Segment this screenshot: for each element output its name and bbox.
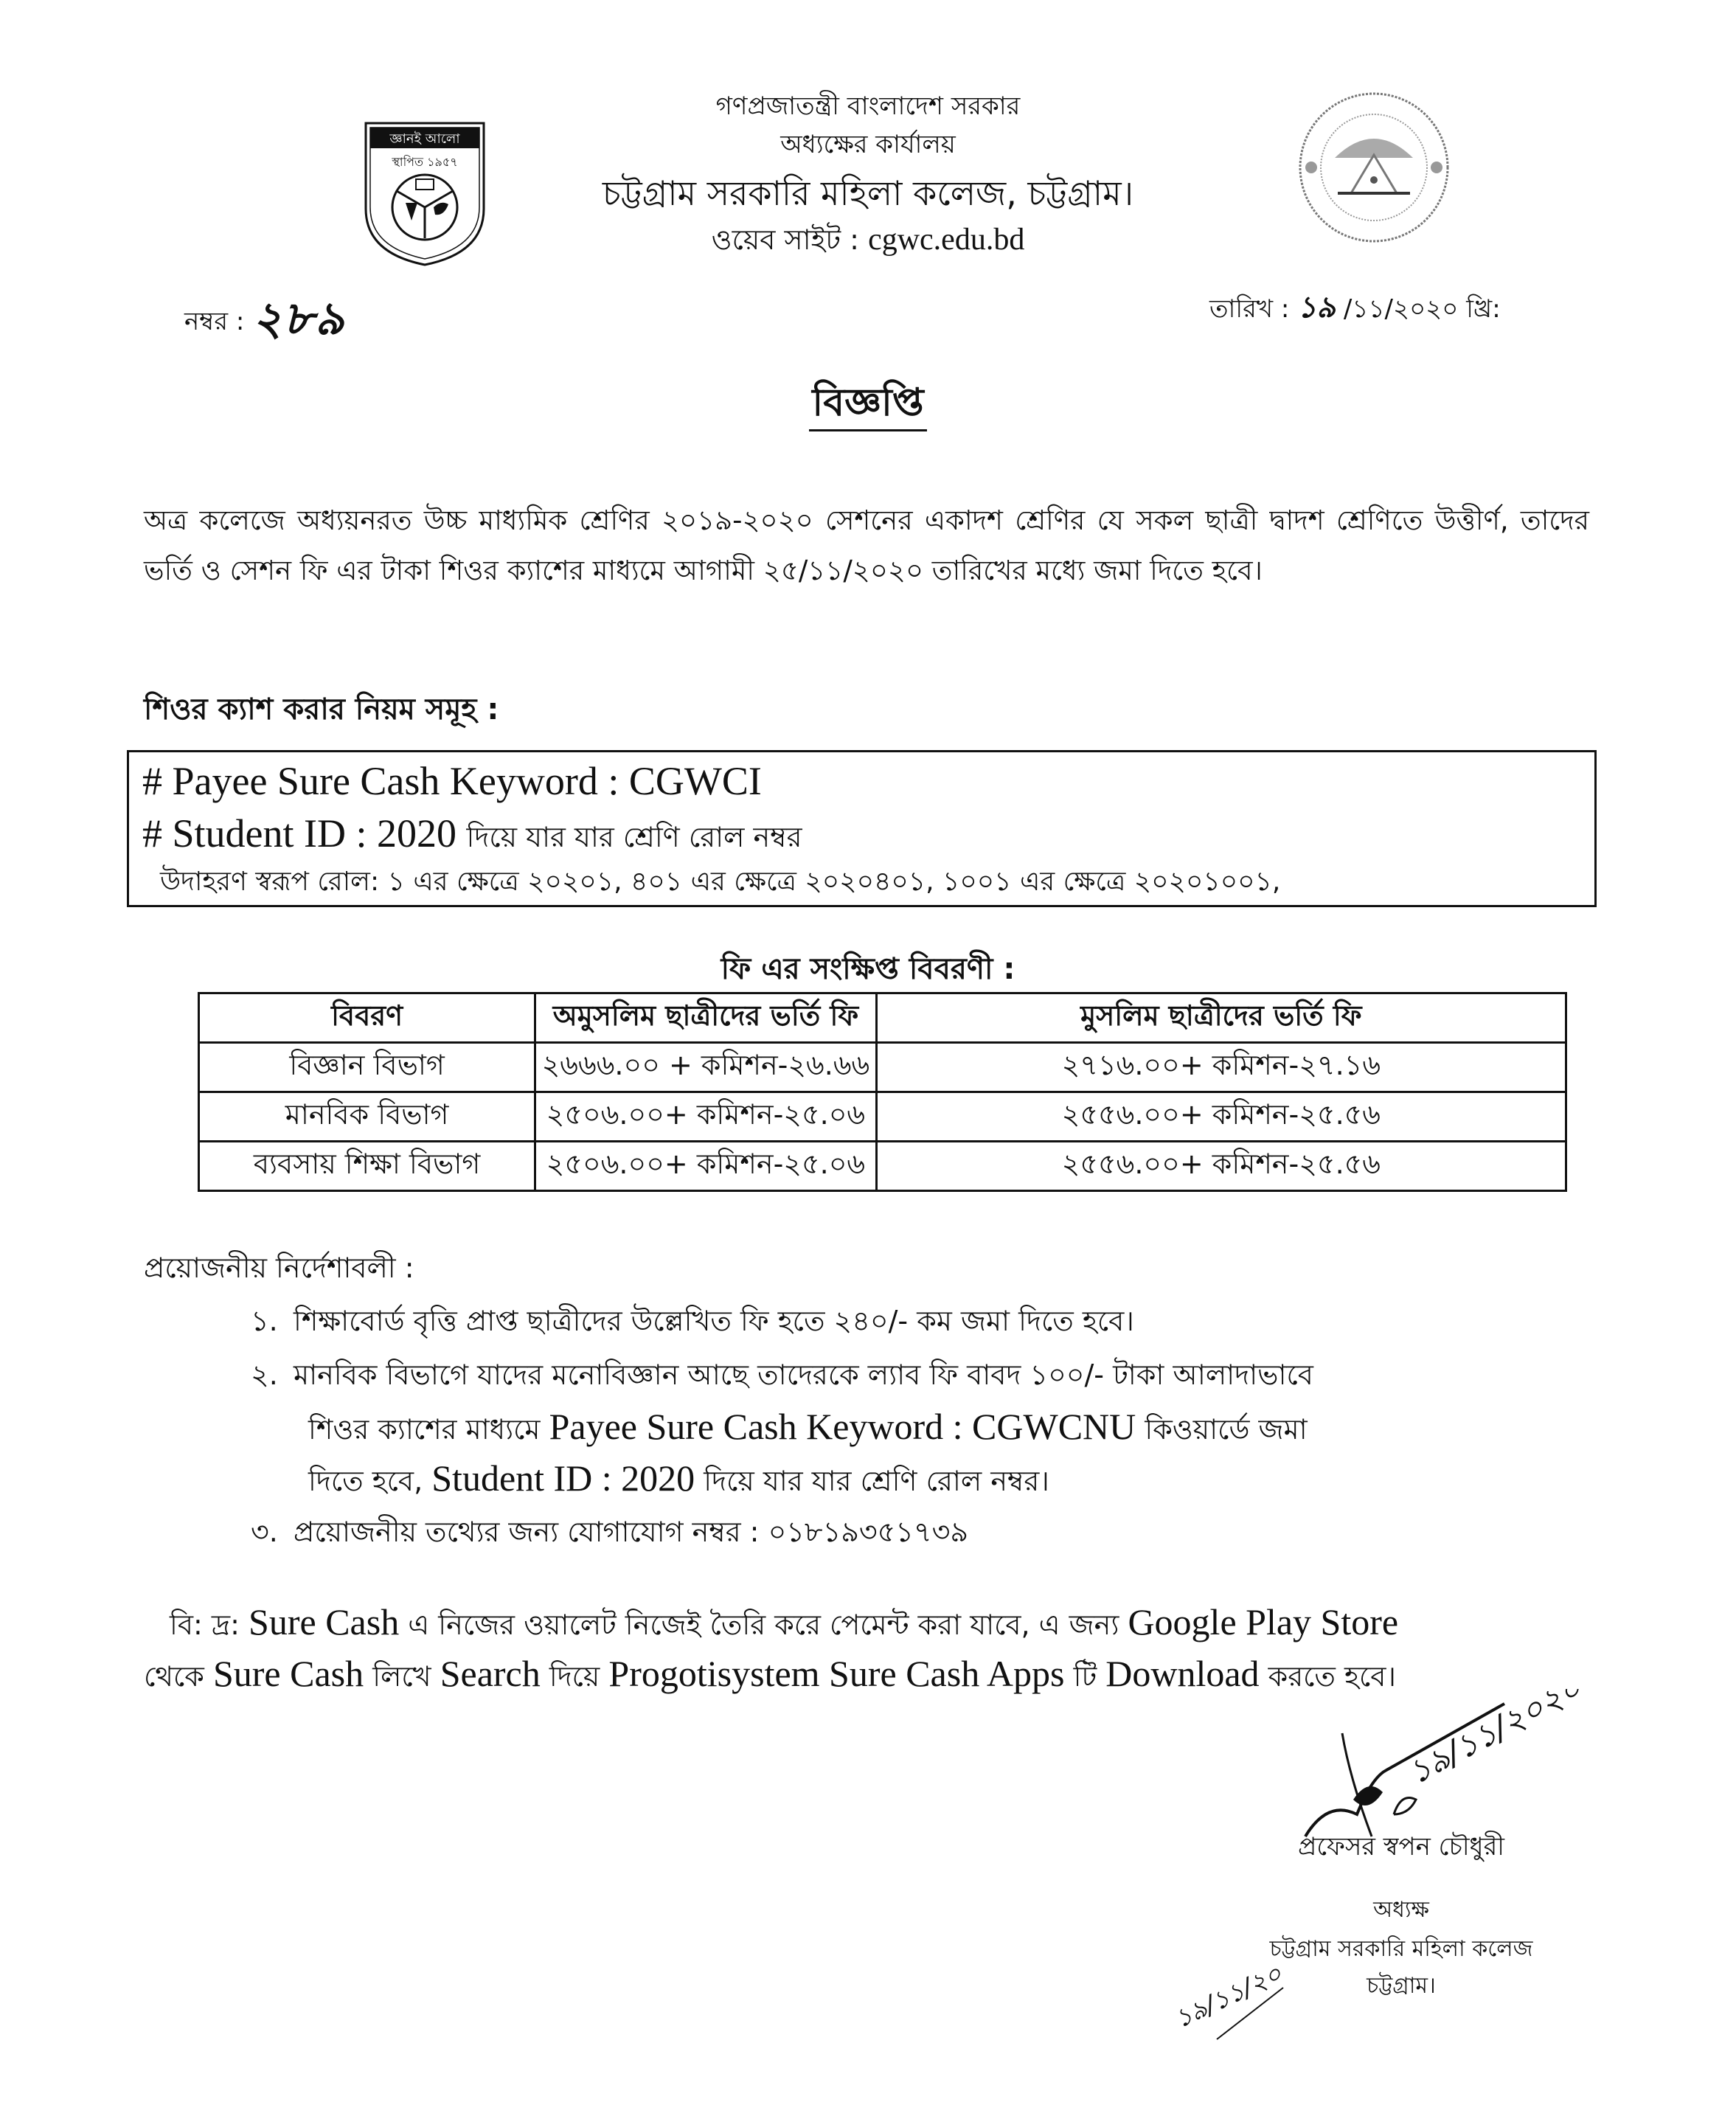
signatory-name: প্রফেসর স্বপন চৌধুরী — [1297, 1832, 1505, 1862]
item-text: শিওর ক্যাশের মাধ্যমে — [308, 1413, 549, 1446]
student-id-label: # Student ID : 2020 — [142, 811, 467, 856]
note-text: থেকে — [144, 1660, 213, 1693]
muslim-fee: ২৫৫৬.০০+ কমিশন-২৫.৫৬ — [876, 1142, 1566, 1191]
signatory-city: চট্টগ্রাম। — [1367, 1973, 1436, 1999]
non-muslim-fee: ২৫০৬.০০+ কমিশন-২৫.০৬ — [535, 1142, 876, 1191]
office-name: অধ্যক্ষের কার্যালয় — [780, 130, 956, 159]
instruction-item — [251, 1353, 1313, 1401]
svg-text:জ্ঞানই আলো: জ্ঞানই আলো — [389, 131, 460, 147]
rules-heading: শিওর ক্যাশ করার নিয়ম সমূহ : — [144, 693, 499, 726]
note-text: Progotisystem Sure Cash Apps — [608, 1653, 1065, 1694]
muslim-fee: ২৫৫৬.০০+ কমিশন-২৫.৫৬ — [876, 1092, 1566, 1142]
non-muslim-fee: ২৫০৬.০০+ কমিশন-২৫.০৬ — [535, 1092, 876, 1142]
department: বিজ্ঞান বিভাগ — [199, 1043, 535, 1092]
item-text: শিক্ষাবোর্ড বৃত্তি প্রাপ্ত ছাত্রীদের উল্লেখিত ফি হতে ২৪০/- কম জমা দিতে হবে। — [294, 1305, 1134, 1337]
header-muslim-fee: মুসলিম ছাত্রীদের ভর্তি ফি — [876, 993, 1566, 1043]
item-number: ১. — [251, 1305, 278, 1337]
student-id-label: Student ID : 2020 — [431, 1457, 695, 1499]
note-text: করতে হবে। — [1259, 1660, 1396, 1693]
notice-body: অত্র কলেজে অধ্যয়নরত উচ্চ মাধ্যমিক শ্রেণির ২০১৯-২০২০ সেশনের একাদশ শ্রেণির যে সকল ছাত্রী দ্বাদশ শ্রেণিতে উত্তীর্ণ, তাদের ভর্তি ও সেশন ফি এর টাকা শিওর ক্যাশের মাধ্যমে আগামী ২৫/১১/২০২০ তারিখের মধ্যে জমা দিতে হবে। — [144, 504, 1589, 586]
signatory-college: চট্টগ্রাম সরকারি মহিলা কলেজ — [1269, 1936, 1533, 1962]
item-text: মানবিক বিভাগে যাদের মনোবিজ্ঞান আছে তাদেরকে ল্যাব ফি বাবদ ১০০/- টাকা আলাদাভাবে — [294, 1359, 1313, 1391]
payee-keyword-rule: # Payee Sure Cash Keyword : CGWCI — [142, 759, 762, 803]
note-text: Download — [1105, 1653, 1260, 1694]
department: ব্যবসায় শিক্ষা বিভাগ — [199, 1142, 535, 1191]
instructions-heading: প্রয়োজনীয় নির্দেশাবলী : — [144, 1252, 414, 1284]
note-text: Sure Cash — [212, 1653, 364, 1694]
reference-number — [184, 284, 346, 360]
notice-title: বিজ্ঞপ্তি — [0, 372, 1736, 437]
reference-number-value: ২৮৯ — [252, 291, 346, 345]
note-text: লিখে — [364, 1660, 440, 1693]
note-text: Search — [440, 1653, 541, 1694]
student-id-rule — [142, 810, 802, 863]
header-non-muslim-fee: অমুসলিম ছাত্রীদের ভর্তি ফি — [535, 993, 876, 1043]
college-name: চট্টগ্রাম সরকারি মহিলা কলেজ, চট্টগ্রাম। — [602, 173, 1134, 213]
fee-table-header — [199, 993, 1566, 1043]
note-label: বি: দ্র: — [170, 1609, 249, 1641]
item-text: দিয়ে যার যার শ্রেণি রোল নম্বর। — [695, 1465, 1049, 1497]
table-row — [199, 1142, 1566, 1191]
signature-date: ১৯/১১/২০২০ — [1402, 1689, 1589, 1792]
website-label: ওয়েব সাইট : — [711, 223, 869, 256]
note-line-2 — [144, 1652, 1396, 1702]
header-description: বিবরণ — [199, 993, 535, 1043]
item-text: কিওয়ার্ডে জমা — [1136, 1413, 1308, 1446]
item-text: দিতে হবে, — [308, 1465, 432, 1497]
payee-keyword-lab: Payee Sure Cash Keyword : CGWCNU — [549, 1406, 1136, 1447]
note-text: দিয়ে — [540, 1660, 609, 1693]
instruction-item-continued — [308, 1457, 1049, 1507]
initials-date: ১৯/১১/২০ — [1173, 1959, 1287, 2035]
date-day-handwritten: ১৯ — [1297, 291, 1336, 325]
note-text: Google Play Store — [1128, 1601, 1399, 1642]
fee-table-caption: ফি এর সংক্ষিপ্ত বিবরণী : — [721, 952, 1015, 986]
instruction-item — [251, 1510, 968, 1558]
rules-box — [127, 750, 1597, 907]
issue-date — [1209, 284, 1501, 333]
website-link[interactable]: cgwc.edu.bd — [868, 223, 1025, 257]
muslim-fee: ২৭১৬.০০+ কমিশন-২৭.১৬ — [876, 1043, 1566, 1092]
reference-label: নম্বর : — [184, 307, 253, 336]
non-muslim-fee: ২৬৬৬.০০ + কমিশন-২৬.৬৬ — [535, 1043, 876, 1092]
item-number: ৩. — [251, 1516, 278, 1548]
department: মানবিক বিভাগ — [199, 1092, 535, 1142]
table-row — [199, 1092, 1566, 1142]
note-text: টি — [1064, 1660, 1106, 1693]
date-rest: /১১/২০২০ খ্রি: — [1336, 294, 1501, 324]
item-number: ২. — [251, 1359, 278, 1391]
svg-text:স্থাপিত ১৯৫৭: স্থাপিত ১৯৫৭ — [392, 155, 458, 169]
note-text: এ নিজের ওয়ালেট নিজেই তৈরি করে পেমেন্ট করা যাবে, এ জন্য — [399, 1609, 1128, 1641]
instruction-item-continued — [308, 1405, 1308, 1455]
fee-table — [198, 992, 1567, 1192]
note-text: Sure Cash — [249, 1601, 400, 1642]
roll-example: উদাহরণ স্বরূপ রোল: ১ এর ক্ষেত্রে ২০২০১, ৪০১ এর ক্ষেত্রে ২০২০৪০১, ১০০১ এর ক্ষেত্রে ২০২০১০০১, — [160, 867, 1281, 897]
signatory-title: অধ্যক্ষ — [1373, 1897, 1429, 1923]
instruction-item — [251, 1300, 1134, 1347]
date-label: তারিখ : — [1209, 294, 1298, 324]
table-row — [199, 1043, 1566, 1092]
government-seal-icon — [1292, 90, 1456, 245]
initials-signature — [1173, 1947, 1313, 2043]
contact-number: প্রয়োজনীয় তথ্যের জন্য যোগাযোগ নম্বর : ০১৮১৯৩৫১৭৩৯ — [294, 1516, 969, 1548]
note-line-1 — [170, 1600, 1398, 1651]
student-id-desc: দিয়ে যার যার শ্রেণি রোল নম্বর — [466, 821, 802, 853]
website-line — [0, 218, 1736, 266]
government-name: গণপ্রজাতন্ত্রী বাংলাদেশ সরকার — [715, 91, 1021, 121]
